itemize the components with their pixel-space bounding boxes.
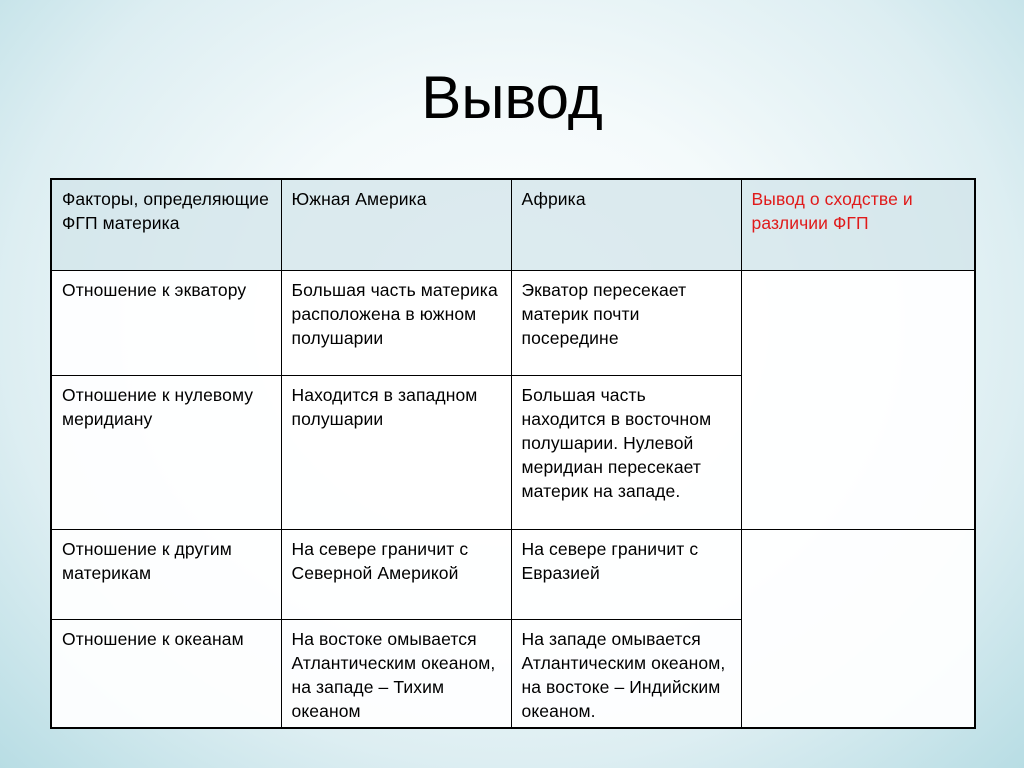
south-america-text: На востоке омывается Атлантическим океаном, на западе – Тихим океаном <box>291 628 496 721</box>
south-america-cell <box>281 529 511 619</box>
factor-text: Отношение к экватору <box>62 279 247 300</box>
africa-cell <box>511 270 741 375</box>
factor-cell <box>51 375 281 529</box>
africa-cell <box>511 529 741 619</box>
south-america-cell <box>281 270 511 375</box>
africa-text: На севере граничит с Евразией <box>521 538 699 583</box>
header-south-america-text: Южная Америка <box>291 189 427 209</box>
south-america-cell <box>281 619 511 728</box>
south-america-cell <box>281 375 511 529</box>
factor-text: Отношение к нулевому меридиану <box>62 384 254 429</box>
header-factors <box>51 179 281 270</box>
factor-text: Отношение к океанам <box>62 628 244 649</box>
table-header-row <box>51 179 975 270</box>
slide-title: Вывод <box>421 64 603 131</box>
africa-text: Большая часть находится в восточном полушарии. Нулевой меридиан пересекает материк на западе. <box>521 384 712 501</box>
factor-text: Отношение к другим материкам <box>62 538 232 583</box>
factor-cell <box>51 529 281 619</box>
conclusion-cell-empty <box>741 529 975 728</box>
comparison-table <box>50 178 976 729</box>
factor-cell <box>51 619 281 728</box>
header-conclusion-text: Вывод о сходстве и различии ФГП <box>751 189 913 233</box>
table-row <box>51 270 975 375</box>
south-america-text: Большая часть материка расположена в южном полушарии <box>291 279 498 348</box>
header-africa-text: Африка <box>521 189 586 209</box>
header-factors-text: Факторы, определяющие ФГП материка <box>62 189 269 233</box>
africa-cell <box>511 619 741 728</box>
africa-cell <box>511 375 741 529</box>
conclusion-cell-empty <box>741 270 975 529</box>
header-south-america <box>281 179 511 270</box>
table-row <box>51 529 975 619</box>
south-america-text: Находится в западном полушарии <box>291 384 478 429</box>
africa-text: Экватор пересекает материк почти посередине <box>521 279 687 348</box>
factor-cell <box>51 270 281 375</box>
header-conclusion <box>741 179 975 270</box>
south-america-text: На севере граничит с Северной Америкой <box>291 538 469 583</box>
africa-text: На западе омывается Атлантическим океаном, на востоке – Индийским океаном. <box>521 628 726 721</box>
header-africa <box>511 179 741 270</box>
